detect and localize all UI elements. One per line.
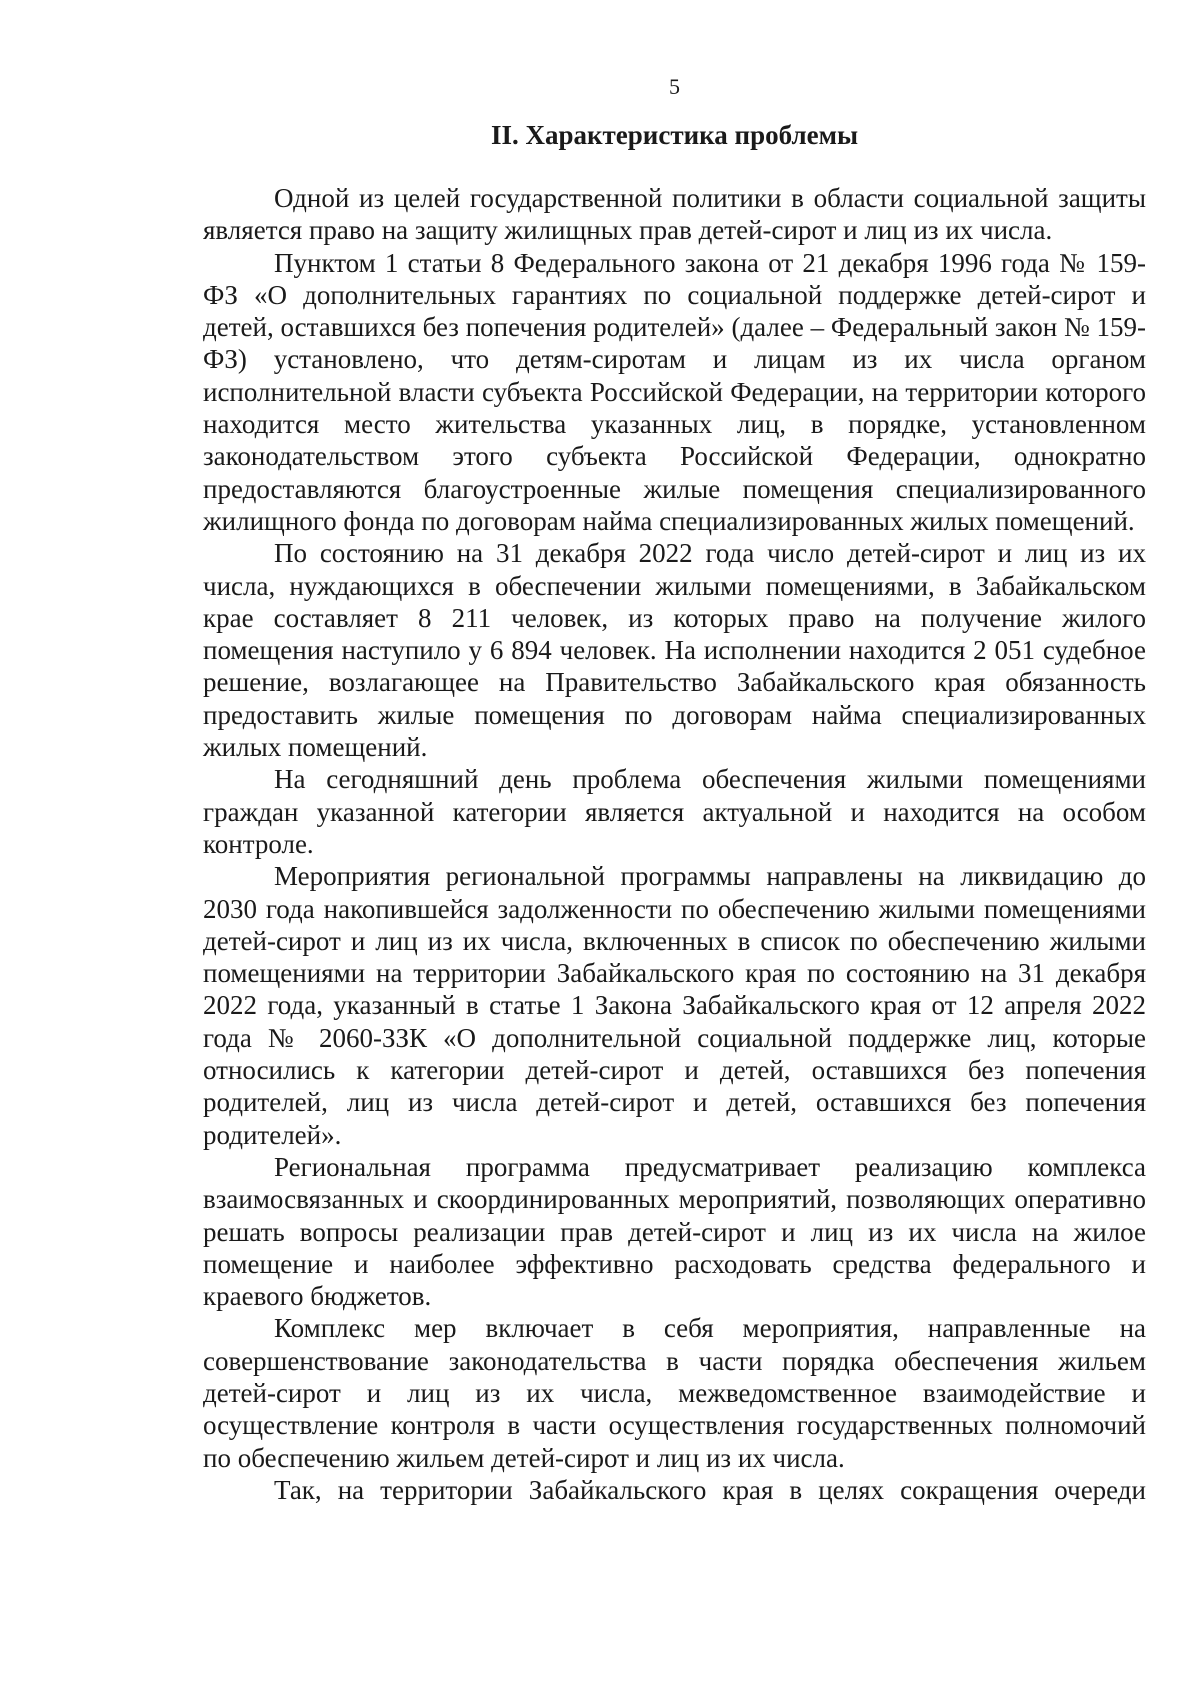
body-text [203, 182, 1146, 1506]
paragraph-relevance: На сегодняшний день проблема обеспечения жилыми помещениями граждан указанной категории является актуальной и находится на особом контроле. [203, 764, 1146, 859]
paragraph-federal-law: Пунктом 1 статьи 8 Федерального закона от 21 декабря 1996 года № 159-ФЗ «О дополнительных гарантиях по социальной поддержке детей-сирот и детей, оставшихся без попечения родителей» (далее – Федеральный закон № 159-ФЗ) установлено, что детям-сиротам и лицам из их числа органом исполнительной власти субъекта Российской Федерации, на территории которого находится место жительства указанных лиц, в порядке, установленном законодательством этого субъекта Российской Федерации, однократно предоставляются благоустроенные жилые помещения специализированного жилищного фонда по договорам найма специализированных жилых помещений. [203, 247, 1146, 536]
paragraph-program-goals: Мероприятия региональной программы направлены на ликвидацию до 2030 года накопившейся задолженности по обеспечению жилыми помещениями детей-сирот и лиц из их числа, включенных в список по обеспечению жилыми помещениями на территории Забайкальского края по состоянию на 31 декабря 2022 года, указанный в статье 1 Закона Забайкальского края от 12 апреля 2022 года № 2060-ЗЗК «О дополнительной социальной поддержке лиц, которые относились к категории детей-сирот и детей, оставшихся без попечения родителей, лиц из числа детей-сирот и детей, оставшихся без попечения родителей». [203, 861, 1146, 1150]
page-number: 5 [669, 74, 680, 99]
paragraph-statistics: По состоянию на 31 декабря 2022 года число детей-сирот и лиц из их числа, нуждающихся в обеспечении жилыми помещениями, в Забайкальском крае составляет 8 211 человек, из которых право на получение жилого помещения наступило у 6 894 человек. На исполнении находится 2 051 судебное решение, возлагающее на Правительство Забайкальского края обязанность предоставить жилые помещения по договорам найма специализированных жилых помещений. [203, 538, 1146, 763]
paragraph-continued: Так, на территории Забайкальского края в целях сокращения очереди [274, 1474, 1146, 1505]
paragraph-measures: Комплекс мер включает в себя мероприятия, направленные на совершенствование законодательства в части порядка обеспечения жильем детей-сирот и лиц из их числа, межведомственное взаимодействие и осуществление контроля в части осуществления государственных полномочий по обеспечению жильем детей-сирот и лиц из их числа. [203, 1313, 1146, 1473]
section-title: II. Характеристика проблемы [490, 120, 859, 150]
paragraph-program-scope: Региональная программа предусматривает реализацию комплекса взаимосвязанных и скоординированных мероприятий, позволяющих оперативно решать вопросы реализации прав детей-сирот и лиц из их числа на жилое помещение и наиболее эффективно расходовать средства федерального и краевого бюджетов. [203, 1151, 1146, 1312]
paragraph-goal: Одной из целей государственной политики в области социальной защиты является право на защиту жилищных прав детей-сирот и лиц из их числа. [203, 183, 1146, 246]
